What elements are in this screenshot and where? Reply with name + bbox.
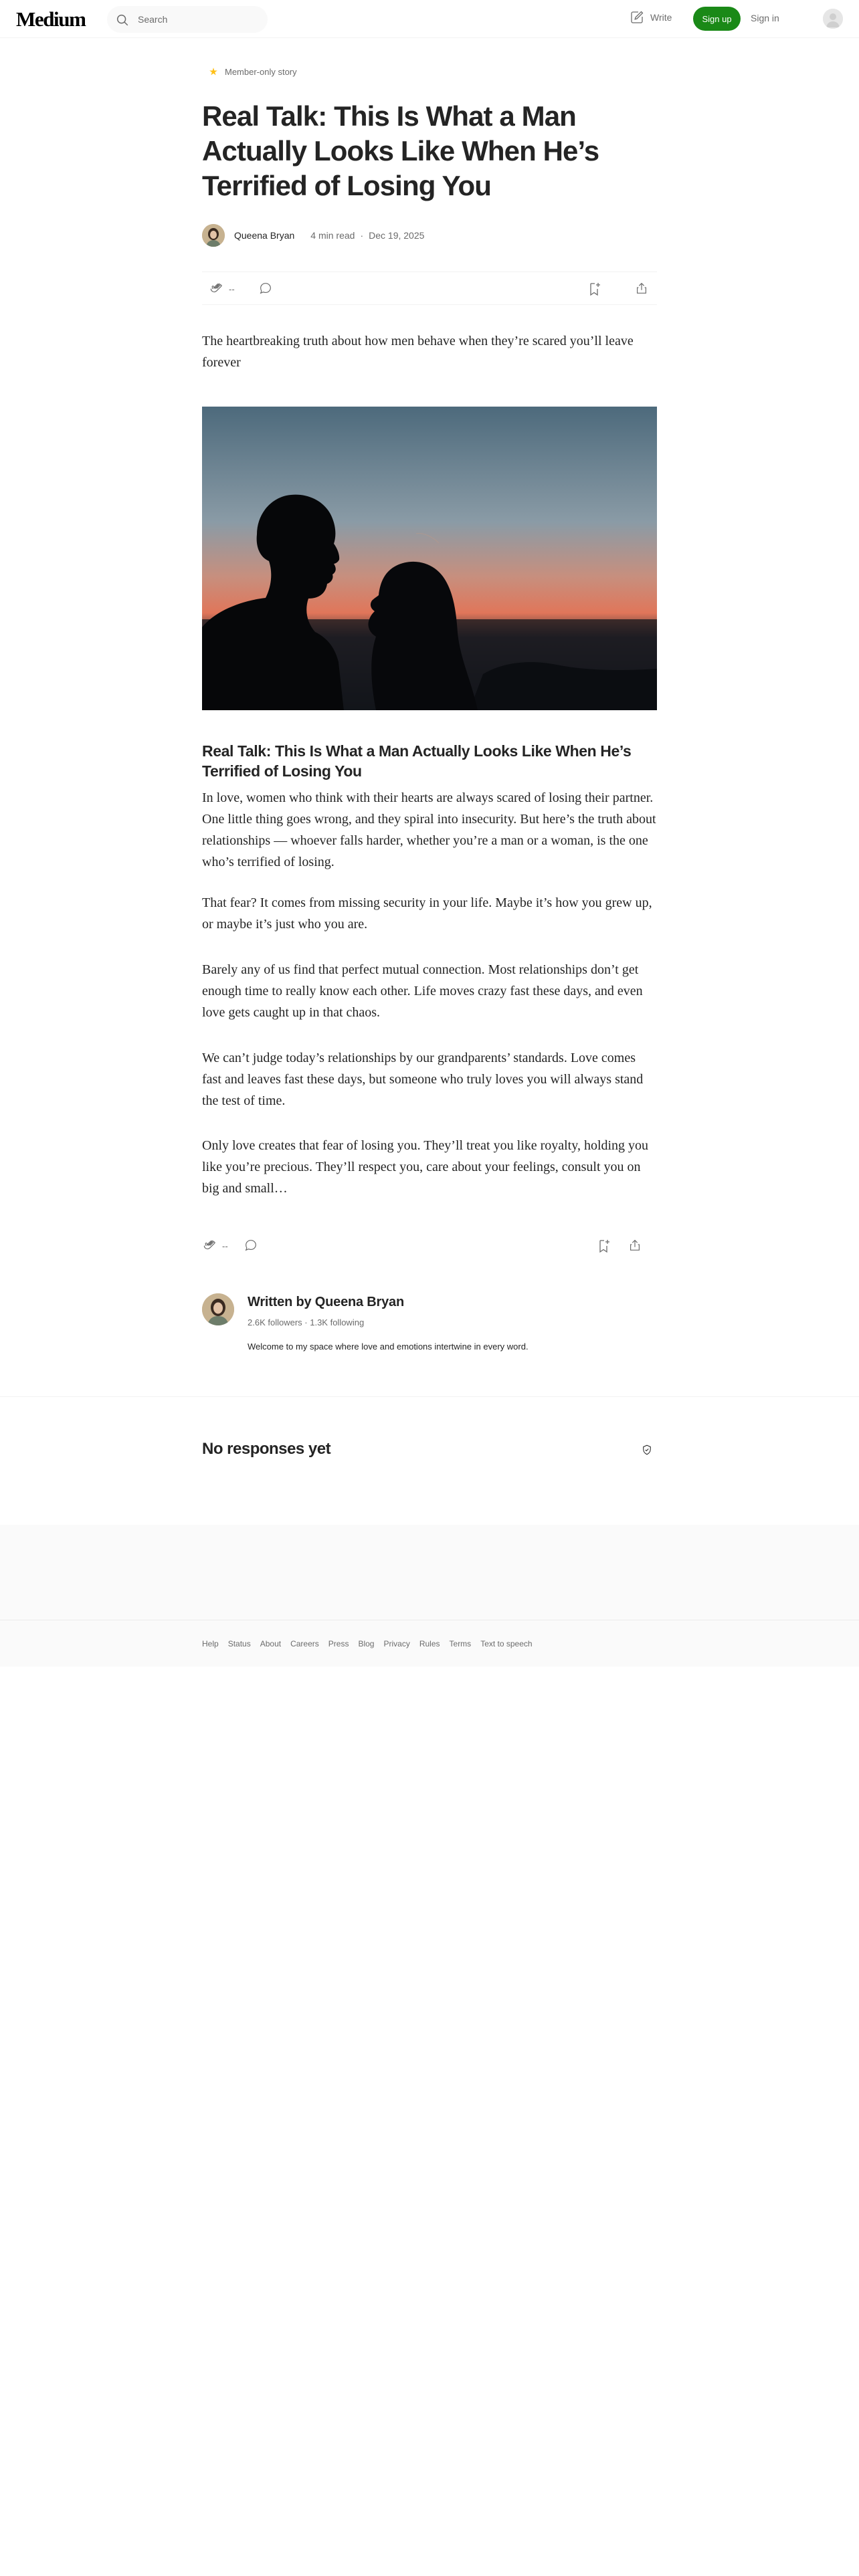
footer-link-privacy[interactable]: Privacy [383,1639,410,1648]
article-action-bar-bottom [202,1229,657,1263]
bookmark-add-icon [586,281,602,297]
section-divider [0,1396,859,1397]
star-icon [209,67,218,76]
footer-link-careers[interactable]: Careers [290,1639,319,1648]
share-button[interactable] [634,281,649,299]
footer-link-terms[interactable]: Terms [449,1639,472,1648]
article-paragraph-4: We can’t judge today’s relationships by our grandparents’ standards. Love comes fast and leaves fast these days, but someone who truly loves you will always stand the test of time. [202,1051,644,1108]
author-avatar[interactable] [202,224,225,247]
hero-image [202,407,657,710]
separator-dot: · [304,1317,310,1327]
write-button[interactable] [629,9,672,25]
footer-link-text-to-speech[interactable]: Text to speech [480,1639,533,1648]
article-subtitle: The heartbreaking truth about how men behave when they’re scared you’ll leave forever [202,334,634,370]
clap-icon [209,281,225,297]
following-count[interactable]: 1.3K following [310,1317,365,1327]
share-button-bottom[interactable] [628,1238,642,1256]
share-icon [628,1238,642,1253]
comment-button[interactable] [258,281,273,299]
couple-silhouette-sunset-image [202,407,657,710]
search-icon [115,13,130,27]
footer-link-status[interactable]: Status [227,1639,251,1648]
footer-link-rules[interactable]: Rules [419,1639,440,1648]
member-only-badge [202,64,657,79]
member-badge-label: Member-only story [225,66,297,77]
search-box[interactable] [107,6,268,33]
article-title: Real Talk: This Is What a Man Actually Looks Like When He’s Terrified of Losing You [202,100,599,201]
article-paragraph-2: That fear? It comes from missing security in your life. Maybe it’s how you grew up, or maybe it’s just who you are. [202,895,652,932]
footer-link-about[interactable]: About [260,1639,282,1648]
footer-link-help[interactable]: Help [202,1639,219,1648]
article-paragraph-3: Barely any of us find that perfect mutual connection. Most relationships don’t get enough time to really know each other. Life moves crazy fast these days, and even love gets caught up in that chaos. [202,962,643,1020]
author-portrait-icon [202,224,225,247]
top-navigation-bar [0,0,859,38]
separator-dot: · [360,230,364,241]
article-action-bar-top [202,272,657,305]
followers-count[interactable]: 2.6K followers [248,1317,302,1327]
read-time: 4 min read [310,230,355,241]
write-label: Write [650,12,672,23]
bookmark-button[interactable] [586,281,602,300]
sign-in-link[interactable]: Sign in [751,13,779,23]
write-icon [629,9,645,25]
sign-up-button[interactable]: Sign up [693,7,741,31]
clap-button[interactable] [209,281,235,297]
responses-guidelines-button[interactable] [641,1444,653,1459]
footer-link-press[interactable]: Press [328,1639,349,1648]
comment-icon [258,281,273,296]
article-paragraph-5: Only love creates that fear of losing you. They’ll treat you like royalty, holding you like you’re precious. They’ll respect you, care about your feelings, consult you on big and small… [202,1138,649,1196]
footer-link-blog[interactable]: Blog [358,1639,375,1648]
search-input[interactable] [138,6,258,33]
share-icon [634,281,649,296]
user-avatar-icon[interactable] [823,9,843,29]
responses-title: No responses yet [202,1440,331,1458]
author-name-link[interactable]: Queena Bryan [234,230,295,241]
author-bio: Welcome to my space where love and emotions intertwine in every word. [248,1341,529,1352]
shield-icon [641,1444,653,1456]
bookmark-button-bottom[interactable] [595,1238,611,1257]
article-paragraph-1: In love, women who think with their hearts are always scared of losing their partner. One little thing goes wrong, and they spiral into insecurity. But here’s the truth about relationships — whoever falls harder, whether you’re a man or a woman, is the one who’s terrified of losing. [202,790,656,869]
clap-icon [202,1238,218,1254]
author-stats [248,1317,364,1327]
clap-count: -- [229,284,235,294]
clap-count-bottom: -- [222,1241,228,1251]
byline [202,223,657,247]
bookmark-add-icon [595,1238,611,1254]
medium-logo[interactable]: Medium [16,7,86,31]
comment-icon [244,1238,258,1253]
author-card [202,1293,657,1360]
footer-links [202,1639,533,1648]
article-section-heading: Real Talk: This Is What a Man Actually Looks Like When He’s Terrified of Losing You [202,742,632,780]
author-portrait-icon [202,1293,234,1325]
comment-button-bottom[interactable] [244,1238,258,1256]
clap-button-bottom[interactable] [202,1238,228,1254]
author-card-avatar[interactable] [202,1293,234,1325]
default-user-icon [823,9,843,29]
written-by-heading[interactable]: Written by Queena Bryan [248,1295,404,1309]
publish-date: Dec 19, 2025 [369,230,425,241]
